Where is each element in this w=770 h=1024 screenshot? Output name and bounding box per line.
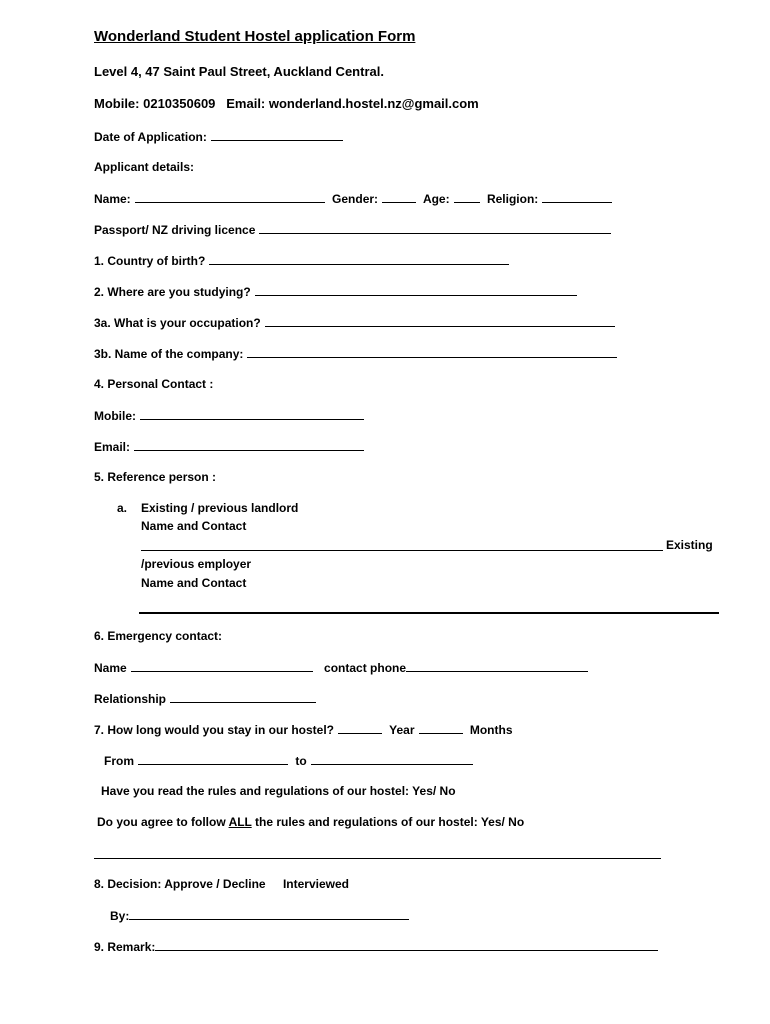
age-field[interactable] bbox=[454, 191, 480, 203]
religion-field[interactable] bbox=[542, 191, 612, 203]
country-field[interactable] bbox=[209, 253, 509, 265]
q3a-label: 3a. What is your occupation? bbox=[94, 316, 261, 330]
name-field[interactable] bbox=[135, 191, 325, 203]
personal-mobile-label: Mobile: bbox=[94, 409, 136, 423]
agree-post: the rules and regulations of our hostel: Yes/ No bbox=[255, 815, 525, 829]
decision-label: 8. Decision: Approve / Decline bbox=[94, 877, 266, 891]
name-label: Name: bbox=[94, 192, 131, 206]
q8-row bbox=[94, 877, 349, 891]
q4-heading: 4. Personal Contact : bbox=[94, 377, 214, 391]
contact-line bbox=[94, 96, 479, 111]
by-row bbox=[110, 908, 413, 923]
company-field[interactable] bbox=[247, 346, 617, 358]
employer-field[interactable] bbox=[139, 612, 719, 614]
personal-email-label: Email: bbox=[94, 440, 131, 454]
ref-a-marker: a. bbox=[117, 501, 128, 515]
q1-row bbox=[94, 253, 513, 268]
rules-read-question: Have you read the rules and regulations of our hostel: Yes/ No bbox=[101, 784, 456, 798]
date-field[interactable] bbox=[211, 129, 343, 141]
name-row bbox=[94, 191, 616, 206]
from-label: From bbox=[104, 754, 134, 768]
to-field[interactable] bbox=[311, 753, 473, 765]
applicant-details-heading: Applicant details: bbox=[94, 160, 195, 174]
by-label: By: bbox=[110, 909, 130, 923]
hostel-mobile: Mobile: 0210350609 bbox=[94, 96, 216, 111]
q1-label: 1. Country of birth? bbox=[94, 254, 206, 268]
date-row bbox=[94, 129, 347, 144]
q5-heading: 5. Reference person : bbox=[94, 470, 217, 484]
years-field[interactable] bbox=[338, 722, 382, 734]
year-label: Year bbox=[389, 723, 415, 737]
ec-phone-label: contact phone bbox=[324, 661, 407, 675]
age-label: Age: bbox=[422, 192, 450, 206]
relationship-field[interactable] bbox=[170, 691, 316, 703]
q2-row bbox=[94, 284, 581, 299]
q3a-row bbox=[94, 315, 619, 330]
religion-label: Religion: bbox=[486, 192, 539, 206]
months-label: Months bbox=[469, 723, 513, 737]
gender-field[interactable] bbox=[382, 191, 416, 203]
personal-email-field[interactable] bbox=[134, 439, 364, 451]
agree-all: ALL bbox=[228, 815, 252, 829]
interviewed-label: Interviewed bbox=[282, 877, 349, 891]
ref-b-tail: Existing bbox=[666, 538, 713, 552]
study-field[interactable] bbox=[255, 284, 577, 296]
from-to-row bbox=[104, 753, 477, 768]
ec-name-label: Name bbox=[94, 661, 127, 675]
q2-label: 2. Where are you studying? bbox=[94, 285, 251, 299]
q7-label: 7. How long would you stay in our hostel? bbox=[94, 723, 335, 737]
agree-question bbox=[97, 815, 524, 829]
ec-name-field[interactable] bbox=[131, 660, 313, 672]
ref-b-line1: /previous employer bbox=[141, 557, 252, 571]
personal-mobile-field[interactable] bbox=[140, 408, 364, 420]
hostel-email: Email: wonderland.hostel.nz@gmail.com bbox=[226, 96, 479, 111]
agree-pre: Do you agree to follow bbox=[97, 815, 226, 829]
from-field[interactable] bbox=[138, 753, 288, 765]
landlord-field[interactable] bbox=[141, 550, 663, 551]
q6-heading: 6. Emergency contact: bbox=[94, 629, 223, 643]
q9-row bbox=[94, 939, 662, 954]
occupation-field[interactable] bbox=[265, 315, 615, 327]
emergency-row bbox=[94, 660, 592, 675]
relationship-row bbox=[94, 691, 320, 706]
months-field[interactable] bbox=[419, 722, 463, 734]
q3b-row bbox=[94, 346, 621, 361]
ec-phone-field[interactable] bbox=[406, 660, 588, 672]
address: Level 4, 47 Saint Paul Street, Auckland Central. bbox=[94, 64, 384, 79]
ref-b-line2: Name and Contact bbox=[141, 576, 247, 590]
form-title: Wonderland Student Hostel application Form bbox=[94, 28, 416, 45]
date-label: Date of Application: bbox=[94, 130, 207, 144]
passport-row bbox=[94, 222, 615, 237]
ref-a-line2: Name and Contact bbox=[141, 519, 247, 533]
q3b-label: 3b. Name of the company: bbox=[94, 347, 244, 361]
q7-row bbox=[94, 722, 513, 737]
personal-email-row bbox=[94, 439, 368, 454]
passport-field[interactable] bbox=[259, 222, 611, 234]
personal-mobile-row bbox=[94, 408, 368, 423]
to-label: to bbox=[295, 754, 307, 768]
interviewer-field[interactable] bbox=[129, 908, 409, 920]
relationship-label: Relationship bbox=[94, 692, 167, 706]
remark-field[interactable] bbox=[155, 939, 658, 951]
ref-a-line1: Existing / previous landlord bbox=[141, 501, 299, 515]
remark-label: 9. Remark: bbox=[94, 940, 156, 954]
divider-line bbox=[94, 858, 661, 859]
passport-label: Passport/ NZ driving licence bbox=[94, 223, 256, 237]
gender-label: Gender: bbox=[332, 192, 379, 206]
